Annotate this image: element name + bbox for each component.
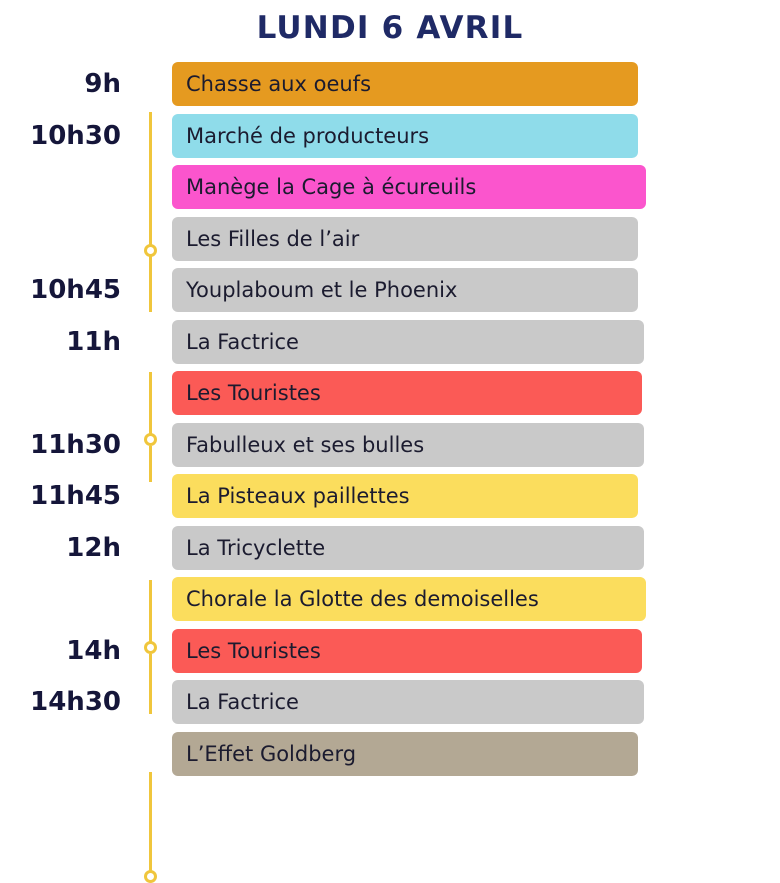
event-label: Les Filles de l’air (186, 226, 360, 251)
time-label: 11h30 (30, 429, 121, 460)
time-label: 11h45 (30, 481, 121, 511)
time-label: 9h (84, 69, 121, 99)
timeline-node-4 (144, 870, 157, 883)
event-label: La Pisteaux paillettes (186, 484, 410, 508)
schedule-row (0, 371, 780, 423)
schedule-row (0, 165, 780, 217)
schedule-row (0, 526, 780, 578)
time-label: 10h30 (30, 120, 121, 151)
schedule-row (0, 423, 780, 475)
schedule-row (0, 474, 780, 526)
schedule-row (0, 268, 780, 320)
event-label: L’Effet Goldberg (186, 741, 357, 766)
time-label: 12h (66, 532, 121, 563)
schedule-row (0, 62, 780, 114)
event-label: Les Touristes (186, 638, 321, 663)
time-label: 14h30 (30, 687, 121, 717)
event-label: La Factrice (186, 690, 299, 714)
time-label: 10h45 (30, 275, 121, 305)
event-bar[interactable] (172, 423, 644, 467)
event-label: Youplaboum et le Phoenix (186, 278, 458, 302)
time-label: 11h (66, 326, 121, 357)
schedule-rows (0, 62, 780, 783)
event-bar[interactable] (172, 62, 638, 106)
time-label: 14h (66, 635, 121, 666)
event-label: La Tricyclette (186, 535, 326, 560)
event-bar[interactable] (172, 474, 638, 518)
event-label: Marché de producteurs (186, 123, 430, 148)
schedule-row (0, 577, 780, 629)
event-bar[interactable] (172, 217, 638, 261)
event-bar[interactable] (172, 320, 644, 364)
event-bar[interactable] (172, 577, 646, 621)
schedule-row (0, 320, 780, 372)
event-bar[interactable] (172, 680, 644, 724)
schedule-row (0, 680, 780, 732)
event-label: Chorale la Glotte des demoiselles (186, 587, 539, 611)
event-bar[interactable] (172, 732, 638, 776)
event-label: Fabulleux et ses bulles (186, 432, 425, 457)
timeline-rail-segment-7 (149, 772, 152, 877)
schedule-row (0, 732, 780, 784)
schedule-timeline (0, 62, 780, 783)
event-bar[interactable] (172, 371, 642, 415)
schedule-row (0, 629, 780, 681)
page-title: LUNDI 6 AVRIL (256, 10, 524, 46)
event-bar[interactable] (172, 165, 646, 209)
event-bar[interactable] (172, 526, 644, 570)
event-bar[interactable] (172, 629, 642, 673)
event-label: La Factrice (186, 329, 299, 354)
schedule-row (0, 114, 780, 166)
schedule-row (0, 217, 780, 269)
event-label: Manège la Cage à écureuils (186, 175, 477, 199)
event-bar[interactable] (172, 268, 638, 312)
event-label: Les Touristes (186, 381, 321, 405)
event-bar[interactable] (172, 114, 638, 158)
event-label: Chasse aux oeufs (186, 72, 372, 96)
